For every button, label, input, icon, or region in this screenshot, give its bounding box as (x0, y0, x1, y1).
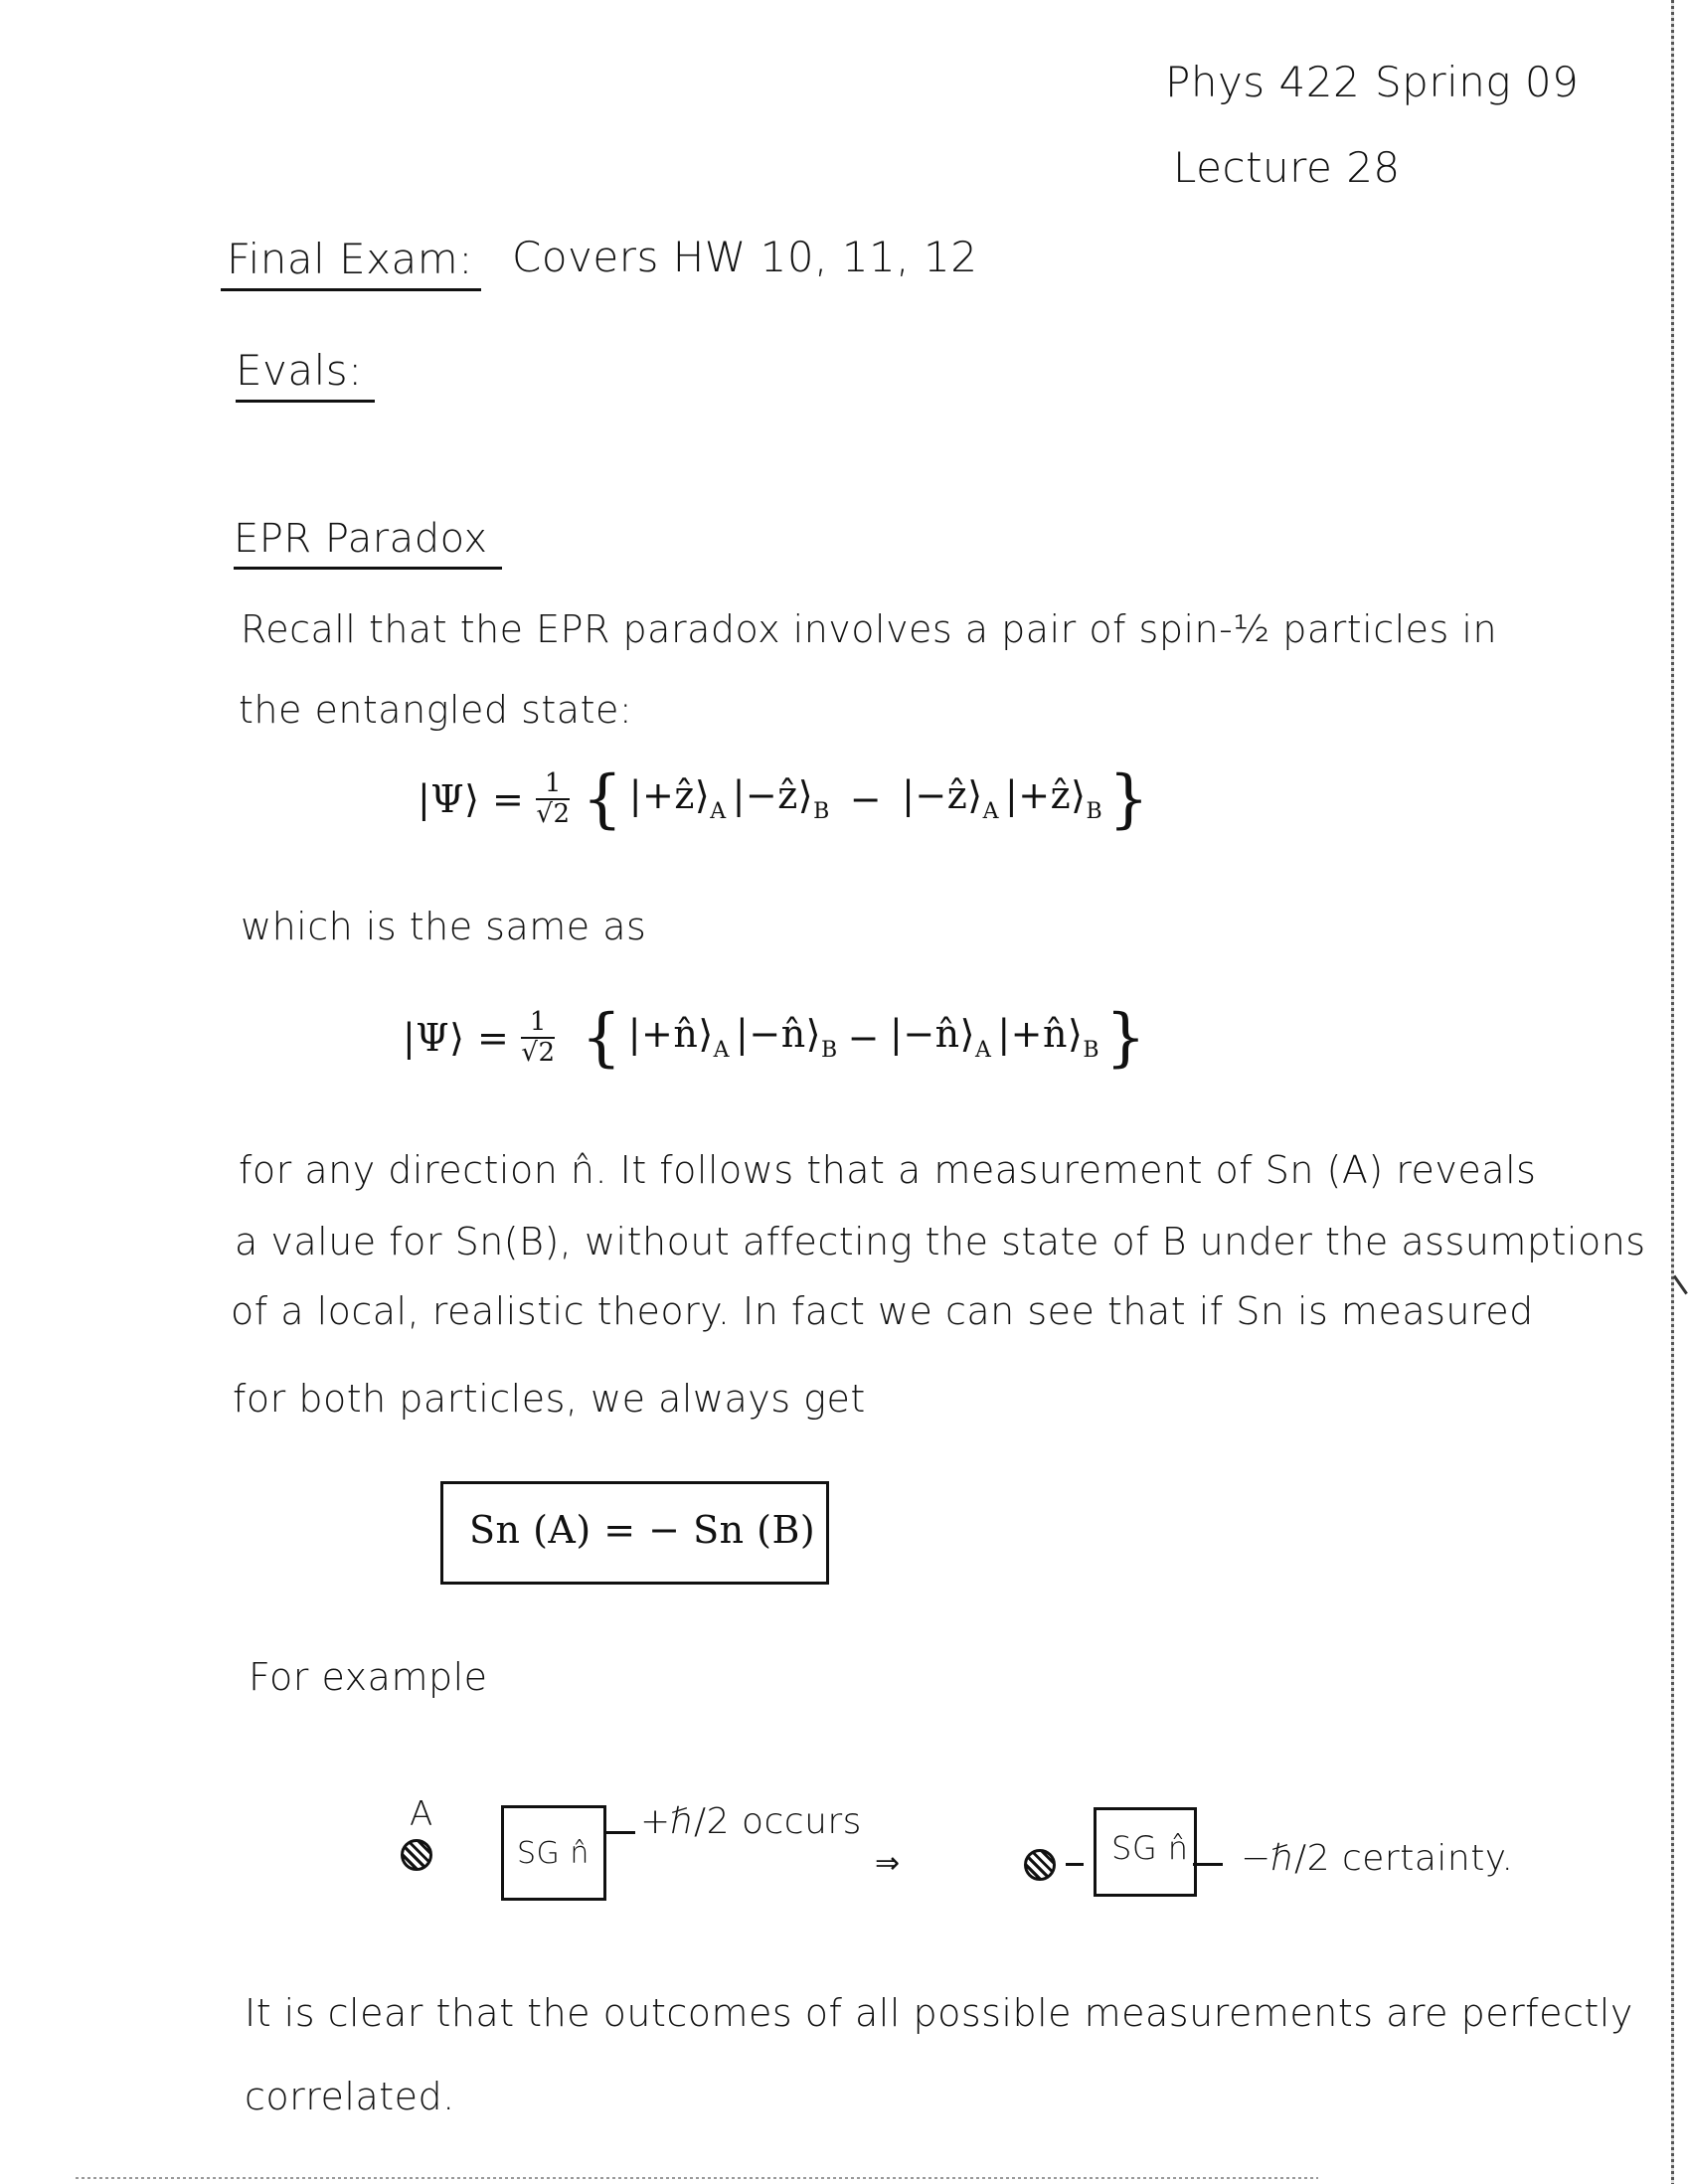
eq1-frac-num: 1 (536, 769, 570, 800)
eq1-term-4: $|+ẑ⟩_B$ (1005, 772, 1103, 824)
conclusion-line-1: It is clear that the outcomes of all possible measurements are perfectly (245, 1991, 1633, 2035)
implies-arrow: ⇒ (875, 1846, 901, 1881)
sg-device-b-label: SG n̂ (1111, 1829, 1189, 1867)
paragraph-line-3: of a local, realistic theory. In fact we can see that if Sn is measured (231, 1289, 1534, 1333)
paragraph-line-1: for any direction n̂. It follows that a measurement of Sn (A) reveals (239, 1148, 1537, 1192)
eq2-frac-num: 1 (521, 1008, 555, 1039)
course-label: Phys 422 (1165, 58, 1361, 106)
eq1-frac-den: √2 (536, 799, 571, 829)
conclusion-line-2: correlated. (245, 2075, 455, 2118)
equation-z-basis (418, 762, 1150, 836)
paragraph-line-2: a value for Sn(B), without affecting the state of B under the assumptions (235, 1220, 1646, 1263)
eq2-open-brace: { (581, 1001, 622, 1075)
eq2-term-1: $|+n̂⟩_A$ (627, 1011, 731, 1063)
particle-b-icon (1024, 1849, 1056, 1881)
output-line-b (1193, 1863, 1223, 1866)
boxed-result: Sn (A) = − Sn (B) (469, 1508, 816, 1552)
eq1-term-1: $|+ẑ⟩_A$ (628, 772, 727, 824)
input-line-b (1066, 1863, 1084, 1866)
final-exam-text: Covers HW 10, 11, 12 (512, 233, 978, 281)
final-exam-label: Final Exam: (221, 239, 481, 291)
evals-label: Evals: (236, 350, 375, 403)
eq1-fraction (536, 769, 570, 828)
outcome-b: −ℏ/2 certainty. (1241, 1838, 1514, 1879)
eq1-open-brace: { (582, 762, 623, 836)
term-label: Spring 09 (1375, 58, 1580, 106)
intro-line-1: Recall that the EPR paradox involves a pair of spin-½ particles in (241, 607, 1498, 651)
lecture-number: Lecture 28 (1173, 143, 1401, 192)
same-as-text: which is the same as (241, 905, 647, 948)
eq2-frac-den: √2 (521, 1038, 556, 1068)
section-title: EPR Paradox (234, 519, 502, 570)
particle-a-icon (401, 1839, 432, 1871)
scan-edge-right (1671, 0, 1674, 2184)
eq2-close-brace: } (1104, 1001, 1147, 1075)
eq2-term-2: $|-n̂⟩_B$ (736, 1011, 838, 1063)
outcome-a: +ℏ/2 occurs (640, 1801, 862, 1842)
eq2-term-3: $|-n̂⟩_A$ (890, 1011, 992, 1063)
example-label: For example (249, 1655, 488, 1699)
equation-n-basis (403, 1001, 1147, 1075)
eq1-term-2: $|-ẑ⟩_B$ (732, 772, 830, 824)
eq1-close-brace: } (1108, 762, 1150, 836)
output-line-a (603, 1831, 635, 1834)
particle-a-label: A (410, 1794, 433, 1834)
scan-edge-mark (1673, 1275, 1688, 1295)
sg-device-a-label: SG n̂ (517, 1836, 590, 1871)
eq1-minus: − (849, 777, 883, 821)
scan-edge-bottom (76, 2177, 1318, 2179)
eq2-lhs: |Ψ⟩ = (403, 1016, 510, 1060)
eq1-lhs: |Ψ⟩ = (418, 777, 525, 821)
eq2-minus: − (847, 1016, 881, 1060)
eq2-term-4: $|+n̂⟩_B$ (997, 1011, 1099, 1063)
eq2-fraction (521, 1008, 555, 1067)
paragraph-line-4: for both particles, we always get (233, 1377, 866, 1421)
eq1-term-3: $|-ẑ⟩_A$ (902, 772, 999, 824)
intro-line-2: the entangled state: (239, 688, 633, 732)
